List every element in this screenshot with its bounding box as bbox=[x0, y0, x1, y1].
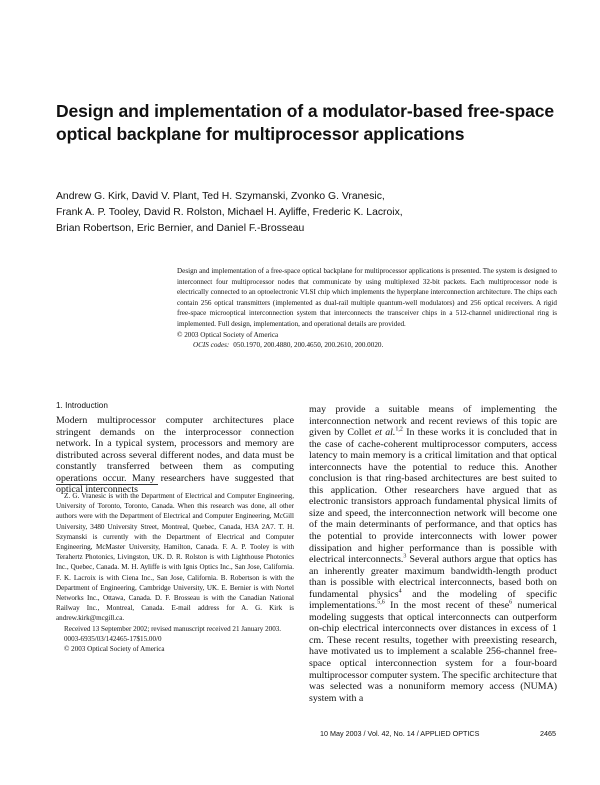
page-number: 2465 bbox=[540, 729, 556, 738]
left-column bbox=[56, 401, 294, 496]
footnote-divider bbox=[56, 484, 158, 485]
body-text-segment: In the most recent of these bbox=[384, 600, 510, 612]
citation-superscript: 4 bbox=[398, 588, 402, 595]
footnotes bbox=[56, 491, 294, 654]
et-al: et al. bbox=[374, 427, 396, 439]
article-title: Design and implementation of a modulator-based free-space optical backplane for multiprocessor applications bbox=[56, 101, 555, 144]
citation-superscript: 6 bbox=[509, 600, 513, 606]
footnote-copyright: © 2003 Optical Society of America bbox=[64, 645, 165, 654]
author-list bbox=[56, 189, 556, 236]
running-footer bbox=[320, 729, 556, 738]
received-dates: Received 13 September 2002; revised manuscript received 21 January 2003. bbox=[64, 624, 282, 633]
article-code: 0003-6935/03/142465-17$15.00/0 bbox=[64, 634, 162, 643]
author-affiliations: Z. G. Vranesic is with the Department of Electrical and Computer Engineering, University of Toronto, Toronto, Canada. When this research was done, all other authors were with the Department of Electrical and Computer Engineering, McGill University, 3480 University Street, Montreal, Quebec, Canada, H3A 2A7. T. H. Szymanski is currently with the Department of Electrical and Computer Engineering, McMaster University, Hamilton, Canada. F. A. P. Tooley is with Terahertz Photonics, Livingston, UK. D. R. Rolston is with Lighthouse Photonics Inc., Quebec, Canada. M. H. Ayliffe is with Ignis Optics Inc., San Jose, California. F. K. Lacroix is with Ciena Inc., San Jose, California. B. Robertson is with the Department of Engineering, Cambridge University, UK. E. Bernier is with Nortel Networks Inc., Ottawa, Canada. D. F. Brosseau is with the Canadian National Railway Inc., Montreal, Canada. E-mail address for A. G. Kirk is andrew.kirk@mcgill.ca. bbox=[56, 492, 294, 623]
body-text-segment: In these works it is concluded that in the case of cache-coherent multiprocessor computers, access latency to main memory is a critical limitation and that optical interconnects have the potential to reduce this. Another conclusion is that ring-based architectures are best suited to this application. Other researchers have argued that as electronic transistors approach fundamental physical limits of size and speed, the interconnection network will become one of the main determinants of performance, and that optics has the potential to provide interconnects with lower power dissipation and higher performance than is possible with electrical interconnects. bbox=[309, 427, 558, 566]
ocis-label: OCIS codes: bbox=[193, 341, 230, 350]
abstract bbox=[177, 266, 557, 351]
intro-paragraph-right bbox=[309, 404, 557, 704]
abstract-text: Design and implementation of a free-space optical backplane for multiprocessor applications is presented. The system is designed to interconnect four multiprocessor nodes that communicate by using multiplexed 32-bit packets. Each multiprocessor node is electrically connected to an optoelectronic VLSI chip which implements the hyperplane interconnection architecture. The chips each contain 256 optical transmitters (implemented as dual-rail multiple quantum-well modulators) and 256 optical receivers. A rigid free-space microoptical interconnection system that interconnects the transceiver chips in a 512-channel unidirectional ring is implemented. Full design, implementation, and operational details are provided. bbox=[177, 267, 557, 328]
body-text-segment: may provide a suitable means of implementing the interconnection network and recent reviews of this topic are given by Collet bbox=[309, 404, 557, 439]
right-column bbox=[309, 404, 557, 704]
body-text-segment: numerical modeling suggests that optical interconnects can outperform on-chip electrical interconnects over distances in excess of 1 cm. These recent results, together with preexisting research, have motivated us to implement a scalable 256-channel free-space optical interconnection system for a four-board multiprocessor computer system. The specific architecture that was selected was a nonuniform memory access (NUMA) system with a bbox=[309, 600, 557, 704]
author-line: Andrew G. Kirk, David V. Plant, Ted H. Szymanski, Zvonko G. Vranesic, bbox=[56, 191, 385, 202]
author-line: Frank A. P. Tooley, David R. Rolston, Michael H. Ayliffe, Frederic K. Lacroix, bbox=[56, 206, 403, 218]
citation-superscript: 1,2 bbox=[395, 426, 403, 433]
intro-paragraph-left: Modern multiprocessor computer architectures place stringent demands on the interprocessor connection network. In a typical system, processors and memory are distributed across several different nodes, and data must be constantly transferred between them as computing operations occur. Many researchers have suggested that optical interconnects bbox=[56, 415, 294, 496]
citation-superscript: 5,6 bbox=[377, 600, 385, 606]
ocis-code-list: 050.1970, 200.4880, 200.4650, 200.2610, 200.0020. bbox=[233, 341, 384, 350]
ocis-codes bbox=[193, 340, 557, 351]
body-text-segment: Several authors argue that optics has an inherently greater maximum bandwidth-length product than is possible with electrical interconnects, based both on fundamental physics bbox=[309, 554, 557, 600]
journal-citation: 10 May 2003 / Vol. 42, No. 14 / APPLIED OPTICS bbox=[320, 729, 480, 738]
author-line: Brian Robertson, Eric Bernier, and Daniel F.-Brosseau bbox=[56, 222, 305, 234]
body-text-segment: and the modeling of specific implementations. bbox=[309, 588, 557, 612]
abstract-copyright: © 2003 Optical Society of America bbox=[177, 330, 279, 339]
citation-superscript: 3 bbox=[403, 553, 407, 560]
section-heading: 1. Introduction bbox=[56, 401, 108, 410]
